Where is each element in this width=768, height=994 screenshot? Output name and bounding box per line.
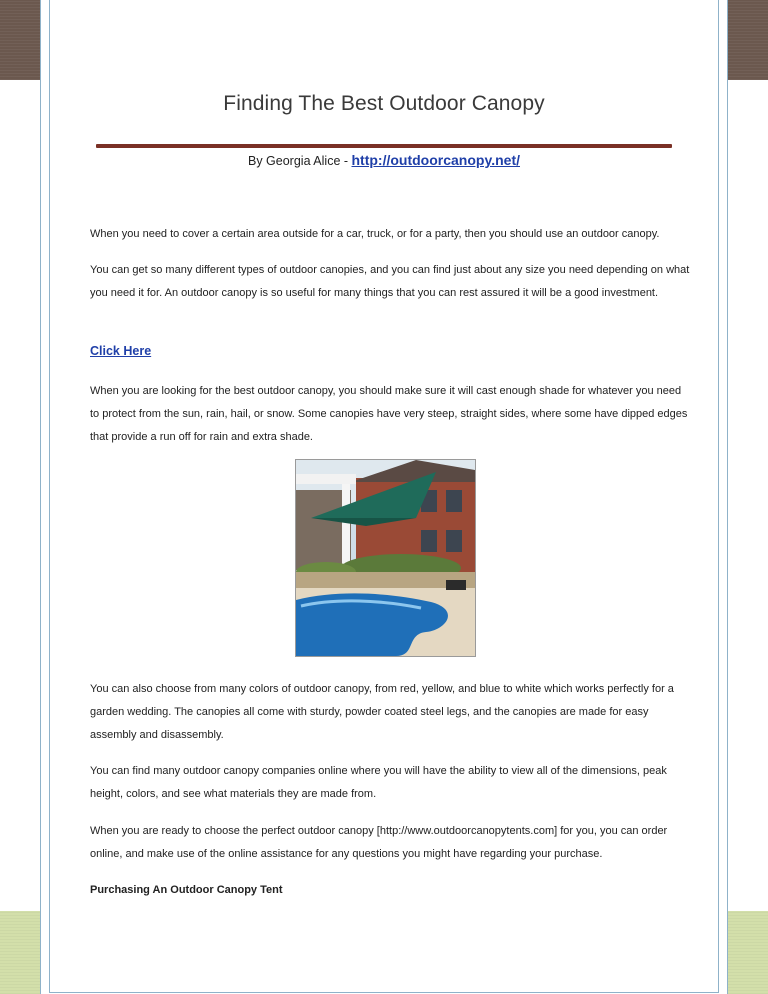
paragraph-5: You can find many outdoor canopy companies online where you will have the ability to view all of the dimensions, peak height, colors, and see what materials they are made from. bbox=[90, 765, 667, 800]
click-here-link[interactable]: Click Here bbox=[90, 344, 152, 358]
byline-link[interactable]: http://outdoorcanopy.net/ bbox=[351, 152, 520, 168]
paragraph-2: You can get so many different types of outdoor canopies, and you can find just about any size you need depending on what you need it for. An outdoor canopy is so useful for many things that you can rest assured it will be a good investment. bbox=[90, 264, 690, 299]
right-margin-strip bbox=[719, 0, 727, 994]
title-rule bbox=[96, 144, 672, 148]
canopy-pool-illustration bbox=[296, 460, 475, 656]
left-outer-line bbox=[40, 0, 41, 994]
paragraph-1: When you need to cover a certain area outside for a car, truck, or for a party, then you should use an outdoor canopy. bbox=[90, 228, 660, 240]
right-outer-line bbox=[727, 0, 728, 994]
paragraph-4: You can also choose from many colors of outdoor canopy, from red, yellow, and blue to white which works perfectly for a garden wedding. The canopies all come with sturdy, powder coated steel legs, and the canopies are made for easy assembly and disassembly. bbox=[90, 683, 674, 741]
paragraph-3: When you are looking for the best outdoor canopy, you should make sure it will cast enough shade for whatever you need to protect from the sun, rain, hail, or snow. Some canopies have very steep, straight sides, where some have dipped edges that provide a run off for rain and extra shade. bbox=[90, 385, 688, 443]
document-title: Finding The Best Outdoor Canopy bbox=[223, 92, 545, 115]
left-margin-strip bbox=[40, 0, 49, 994]
byline bbox=[49, 152, 719, 168]
section-subheading: Purchasing An Outdoor Canopy Tent bbox=[90, 884, 283, 896]
canopy-pool-photo bbox=[295, 459, 476, 657]
paragraph-6: When you are ready to choose the perfect outdoor canopy [http://www.outdoorcanopytents.com] for you, you can order online, and make use of the online assistance for any questions you might have regarding your purchase. bbox=[90, 825, 668, 860]
byline-author: By Georgia Alice - bbox=[247, 154, 352, 168]
